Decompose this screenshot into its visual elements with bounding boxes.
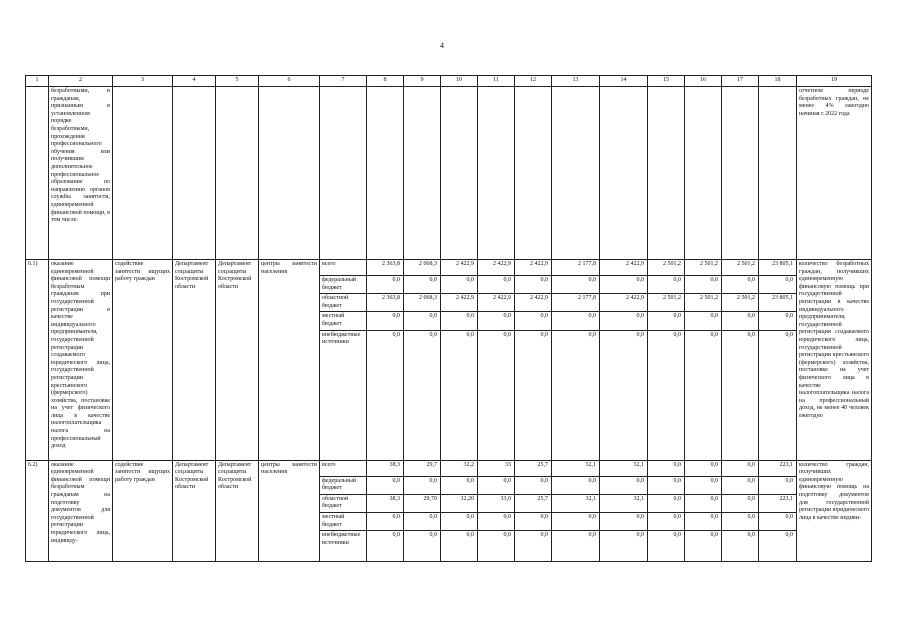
amount-cell: 0,0: [404, 312, 441, 330]
empty-cell: [404, 87, 441, 260]
amount-cell: 32,1: [600, 460, 648, 476]
amount-cell: 0,0: [478, 512, 515, 530]
amount-cell: 0,0: [367, 276, 404, 294]
amount-cell: 2 501,2: [685, 294, 722, 312]
co-executor: Департамент соцзащиты Костромской области: [216, 460, 259, 562]
amount-cell: 0,0: [367, 512, 404, 530]
empty-cell: [113, 87, 173, 260]
funding-source: внебюджетные источники: [320, 330, 367, 460]
column-number: 8: [367, 76, 404, 87]
empty-cell: [648, 87, 685, 260]
amount-cell: 0,0: [552, 276, 600, 294]
empty-cell: [367, 87, 404, 260]
amount-cell: 0,0: [648, 312, 685, 330]
amount-cell: 0,0: [722, 460, 759, 476]
amount-cell: 0,0: [441, 476, 478, 494]
column-number: 12: [515, 76, 552, 87]
amount-cell: 0,0: [648, 476, 685, 494]
amount-cell: 32,1: [600, 494, 648, 512]
amount-cell: 0,0: [648, 512, 685, 530]
amount-cell: 0,0: [404, 276, 441, 294]
column-number: 19: [797, 76, 872, 87]
column-number: 3: [113, 76, 173, 87]
amount-cell: 0,0: [722, 276, 759, 294]
amount-cell: 2 422,9: [600, 294, 648, 312]
amount-cell: 223,1: [759, 460, 797, 476]
column-number: 4: [173, 76, 216, 87]
amount-cell: 2 422,9: [478, 260, 515, 276]
column-number: 10: [441, 76, 478, 87]
amount-cell: 0,0: [478, 476, 515, 494]
funding-source: областной бюджет: [320, 494, 367, 512]
amount-cell: 0,0: [515, 512, 552, 530]
empty-cell: [478, 87, 515, 260]
amount-cell: 2 501,2: [648, 260, 685, 276]
amount-cell: 0,0: [722, 494, 759, 512]
amount-cell: 23 805,1: [759, 294, 797, 312]
amount-cell: 0,0: [759, 512, 797, 530]
amount-cell: 0,0: [600, 276, 648, 294]
amount-cell: 0,0: [441, 312, 478, 330]
amount-cell: 0,0: [648, 460, 685, 476]
amount-cell: 29,7: [404, 460, 441, 476]
amount-cell: 0,0: [685, 476, 722, 494]
amount-cell: 0,0: [367, 330, 404, 460]
continuation-text: безработными, и гражданам, признанным в установленном порядке безработными, прохождения профессионального обучения или получившим дополнительное профессиональное образование по направлению органов службы занятости, единовременной финансовой помощи, в том числе:: [49, 87, 113, 260]
amount-cell: 0,0: [367, 531, 404, 562]
amount-cell: 2 363,8: [367, 294, 404, 312]
funding-source: федеральный бюджет: [320, 276, 367, 294]
amount-cell: 0,0: [685, 531, 722, 562]
amount-cell: 0,0: [600, 330, 648, 460]
amount-cell: 0,0: [515, 276, 552, 294]
funding-source: местный бюджет: [320, 512, 367, 530]
amount-cell: 0,0: [648, 531, 685, 562]
column-number: 15: [648, 76, 685, 87]
amount-cell: 38,3: [367, 494, 404, 512]
empty-cell: [722, 87, 759, 260]
empty-cell: [600, 87, 648, 260]
empty-cell: [441, 87, 478, 260]
amount-cell: 2 501,2: [722, 260, 759, 276]
amount-cell: 0,0: [600, 531, 648, 562]
amount-cell: 2 068,3: [404, 260, 441, 276]
amount-cell: 0,0: [367, 476, 404, 494]
measure-goal: содействие занятости ищущих работу граждан: [113, 460, 173, 562]
measure-name: оказание единовременной финансовой помощи безработным гражданам при государственной регистрации в качестве индивидуального предпринимателя, государственной регистрации создаваемого юридического лица, государственной регистрации крестьянского (фермерского) хозяйства, постановке на учет физического лица в качестве налогоплательщика налога на профессиональный доход: [49, 260, 113, 461]
funding-source: местный бюджет: [320, 312, 367, 330]
amount-cell: 32,2: [441, 460, 478, 476]
amount-cell: 2 501,2: [685, 260, 722, 276]
amount-cell: 0,0: [648, 494, 685, 512]
column-number: 13: [552, 76, 600, 87]
amount-cell: 0,0: [759, 330, 797, 460]
amount-cell: 32,20: [441, 494, 478, 512]
measure-name: оказание единовременной финансовой помощи безработным гражданам на подготовку документов для государственной регистрации юридического лица, индивиду-: [49, 460, 113, 562]
amount-cell: 2 422,9: [478, 294, 515, 312]
column-number: 6: [259, 76, 320, 87]
column-number: 2: [49, 76, 113, 87]
participant: центры занятости населения: [259, 460, 320, 562]
amount-cell: 32,1: [552, 494, 600, 512]
empty-cell: [552, 87, 600, 260]
financing-row: [26, 460, 872, 476]
measure-number: 6.2): [26, 460, 49, 562]
amount-cell: 0,0: [478, 330, 515, 460]
target-indicator: количество безработных граждан, получивших единовременную финансовую помощь при государственной регистрации в качестве индивидуального предпринимателя, государственной регистрации создаваемого юридического лица, государственной регистрации крестьянского (фермерского) хозяйства, постановке на учет физического лица в качестве налогоплательщика налога на профессиональный доход, не менее 40 человек ежегодно: [797, 260, 872, 461]
empty-cell: [216, 87, 259, 260]
amount-cell: 0,0: [648, 276, 685, 294]
amount-cell: 0,0: [685, 276, 722, 294]
column-number: 5: [216, 76, 259, 87]
co-executor: Департамент соцзащиты Костромской области: [216, 260, 259, 461]
empty-cell: [759, 87, 797, 260]
amount-cell: 0,0: [600, 312, 648, 330]
empty-cell: [320, 87, 367, 260]
column-number: 17: [722, 76, 759, 87]
amount-cell: 0,0: [515, 312, 552, 330]
amount-cell: 223,1: [759, 494, 797, 512]
amount-cell: 2 177,8: [552, 260, 600, 276]
amount-cell: 0,0: [441, 512, 478, 530]
participant: центры занятости населения: [259, 260, 320, 461]
amount-cell: 0,0: [759, 276, 797, 294]
amount-cell: 0,0: [759, 531, 797, 562]
amount-cell: 0,0: [759, 312, 797, 330]
amount-cell: 0,0: [441, 531, 478, 562]
column-number: 9: [404, 76, 441, 87]
column-number: 11: [478, 76, 515, 87]
amount-cell: 29,70: [404, 494, 441, 512]
amount-cell: 0,0: [441, 276, 478, 294]
amount-cell: 0,0: [685, 494, 722, 512]
amount-cell: 0,0: [552, 512, 600, 530]
column-number: 16: [685, 76, 722, 87]
amount-cell: 0,0: [515, 531, 552, 562]
amount-cell: 0,0: [367, 312, 404, 330]
responsible-executor: Департамент соцзащиты Костромской области: [173, 460, 216, 562]
amount-cell: 0,0: [552, 330, 600, 460]
amount-cell: 0,0: [685, 512, 722, 530]
amount-cell: 0,0: [600, 476, 648, 494]
continuation-indicator: отчетном периоде безработных граждан, не менее 4% ежегодно начиная с 2022 года: [797, 87, 872, 260]
funding-source: всего: [320, 460, 367, 476]
amount-cell: 0,0: [552, 476, 600, 494]
amount-cell: 0,0: [478, 276, 515, 294]
amount-cell: 2 068,3: [404, 294, 441, 312]
funding-source: внебюджетные источники: [320, 531, 367, 562]
amount-cell: 0,0: [685, 330, 722, 460]
column-number: 7: [320, 76, 367, 87]
amount-cell: 33: [478, 460, 515, 476]
amount-cell: 38,3: [367, 460, 404, 476]
amount-cell: 0,0: [722, 476, 759, 494]
amount-cell: 0,0: [685, 312, 722, 330]
amount-cell: 32,1: [552, 460, 600, 476]
amount-cell: 2 422,9: [515, 260, 552, 276]
column-number: 14: [600, 76, 648, 87]
amount-cell: 0,0: [552, 312, 600, 330]
amount-cell: 0,0: [722, 531, 759, 562]
funding-source: областной бюджет: [320, 294, 367, 312]
amount-cell: 0,0: [441, 330, 478, 460]
amount-cell: 0,0: [552, 531, 600, 562]
program-table: [25, 75, 872, 562]
row-number-cell: [26, 87, 49, 260]
financing-row: [26, 260, 872, 276]
amount-cell: 0,0: [478, 531, 515, 562]
empty-cell: [515, 87, 552, 260]
amount-cell: 0,0: [404, 512, 441, 530]
measure-number: 6.1): [26, 260, 49, 461]
amount-cell: 0,0: [600, 512, 648, 530]
amount-cell: 0,0: [404, 330, 441, 460]
amount-cell: 0,0: [478, 312, 515, 330]
continuation-row: [26, 87, 872, 260]
amount-cell: 0,0: [515, 330, 552, 460]
responsible-executor: Департамент соцзащиты Костромской области: [173, 260, 216, 461]
amount-cell: 25,7: [515, 494, 552, 512]
column-numbers-row: [26, 76, 872, 87]
amount-cell: 25,7: [515, 460, 552, 476]
amount-cell: 2 422,9: [441, 260, 478, 276]
column-number: 1: [26, 76, 49, 87]
empty-cell: [259, 87, 320, 260]
amount-cell: 0,0: [515, 476, 552, 494]
amount-cell: 0,0: [759, 476, 797, 494]
amount-cell: 0,0: [722, 512, 759, 530]
amount-cell: 2 422,9: [600, 260, 648, 276]
amount-cell: 2 501,2: [648, 294, 685, 312]
amount-cell: 2 501,2: [722, 294, 759, 312]
amount-cell: 33,0: [478, 494, 515, 512]
funding-source: всего: [320, 260, 367, 276]
amount-cell: 2 422,9: [515, 294, 552, 312]
target-indicator: количество граждан, получивших единовременную финансовую помощь на подготовку документов для государственной регистрации юридического лица в качестве индиви-: [797, 460, 872, 562]
empty-cell: [173, 87, 216, 260]
amount-cell: 0,0: [404, 476, 441, 494]
amount-cell: 0,0: [722, 330, 759, 460]
column-number: 18: [759, 76, 797, 87]
amount-cell: 0,0: [722, 312, 759, 330]
amount-cell: 2 177,8: [552, 294, 600, 312]
amount-cell: 0,0: [404, 531, 441, 562]
amount-cell: 0,0: [648, 330, 685, 460]
amount-cell: 23 805,1: [759, 260, 797, 276]
amount-cell: 2 422,9: [441, 294, 478, 312]
empty-cell: [685, 87, 722, 260]
amount-cell: 2 363,8: [367, 260, 404, 276]
amount-cell: 0,0: [685, 460, 722, 476]
page-number: 4: [440, 41, 444, 50]
measure-goal: содействие занятости ищущих работу граждан: [113, 260, 173, 461]
funding-source: федеральный бюджет: [320, 476, 367, 494]
